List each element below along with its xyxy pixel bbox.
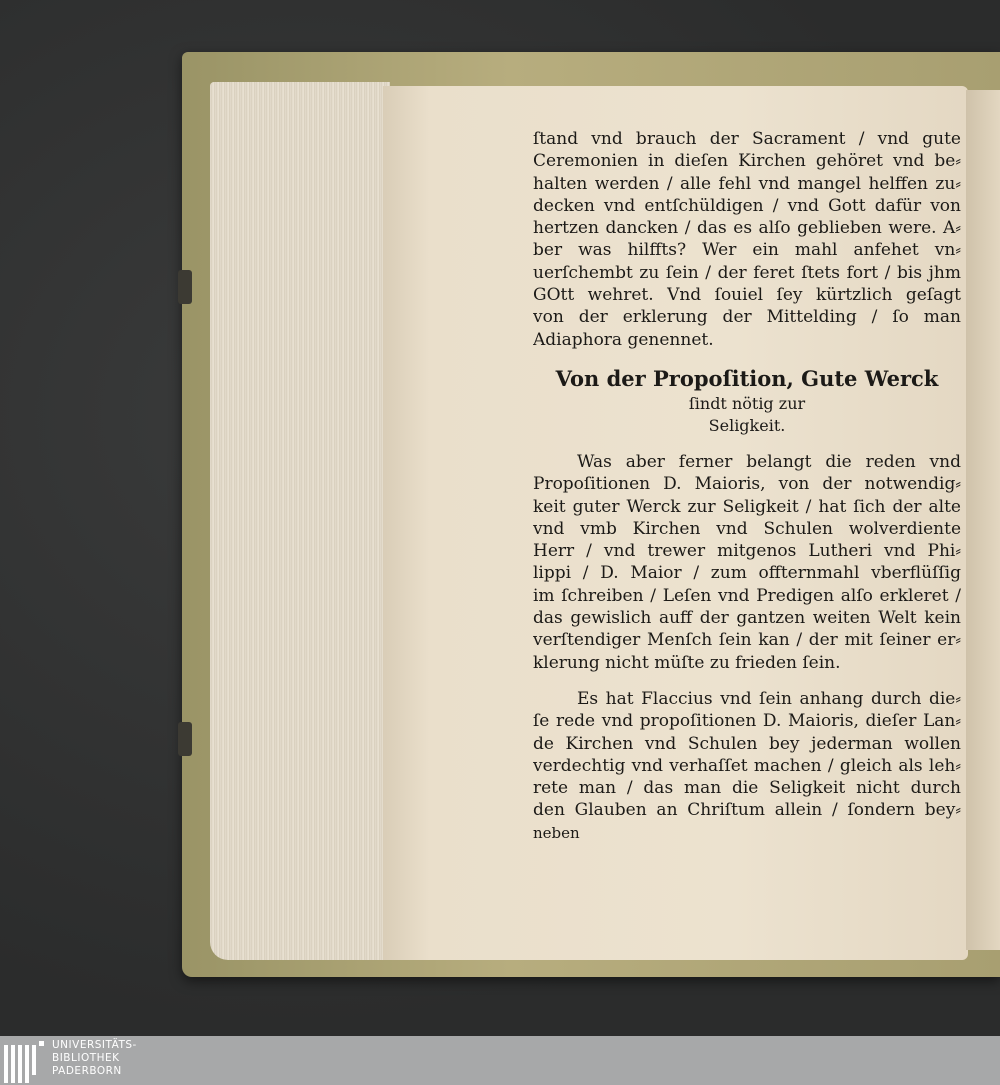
text-line: GOtt wehret. Vnd ſouiel ſey kürtzlich geſagt xyxy=(533,285,961,306)
text-line: halten werden / alle fehl vnd mangel helffen zu⸗ xyxy=(533,173,961,194)
text-line: den Glauben an Chriſtum allein / ſondern bey⸗ xyxy=(533,800,961,821)
catchword: neben xyxy=(533,823,580,842)
text-line: keit guter Werck zur Seligkeit / hat ſich der alte xyxy=(533,496,961,517)
footer-bar xyxy=(0,1036,1000,1085)
page-text xyxy=(533,128,961,844)
clasp-bottom xyxy=(178,722,192,756)
text-line: von der erklerung der Mittelding / ſo man xyxy=(533,307,961,328)
text-line: ſtand vnd brauch der Sacrament / vnd gute xyxy=(533,129,961,149)
page-edges xyxy=(210,82,390,960)
text-line: das gewislich auff der gantzen weiten Welt kein xyxy=(533,608,961,629)
text-line: klerung nicht müſte zu frieden ſein. xyxy=(533,652,841,673)
text-line: de Kirchen vnd Schulen bey jederman wollen xyxy=(533,733,961,754)
section-heading: Von der Propoſition, Gute Werck xyxy=(555,365,939,391)
text-line: Ceremonien in dieſen Kirchen gehöret vnd be⸗ xyxy=(533,151,961,172)
text-line: vnd vmb Kirchen vnd Schulen wolverdiente xyxy=(533,518,961,539)
text-line: im ſchreiben / Leſen vnd Predigen alſo erkleret / xyxy=(533,585,961,606)
text-line: ber was hilffts? Wer ein mahl anfehet vn⸗ xyxy=(533,240,961,261)
text-line: lippi / D. Maior / zum offternmahl vberflüſſig xyxy=(533,563,961,584)
paragraph-1 xyxy=(533,128,961,351)
facing-page-edge xyxy=(966,90,1000,950)
text-line: rete man / das man die Seligkeit nicht durch xyxy=(533,778,961,799)
text-line: Es hat Flaccius vnd ſein anhang durch die⸗ xyxy=(577,688,961,709)
text-line: Adiaphora genennet. xyxy=(533,329,714,350)
text-line: verdechtig vnd verhaſſet machen / gleich als leh⸗ xyxy=(533,755,961,776)
library-name-line: PADERBORN xyxy=(52,1065,122,1077)
text-line: decken vnd entſchüldigen / vnd Gott dafür von xyxy=(533,195,961,216)
section-heading-line: Seligkeit. xyxy=(708,415,786,435)
paragraph-3 xyxy=(533,688,961,844)
library-logo-icon xyxy=(2,1037,46,1083)
text-line: ſe rede vnd propoſitionen D. Maioris, dieſer Lan⸗ xyxy=(533,711,961,732)
section-heading-line: ſindt nötig zur xyxy=(688,393,806,413)
library-name-line: BIBLIOTHEK xyxy=(52,1052,120,1064)
text-line: hertzen dancken / das es alſo geblieben were. A⸗ xyxy=(533,218,961,239)
paragraph-2 xyxy=(533,451,961,674)
library-name xyxy=(52,1039,137,1078)
text-line: uerſchembt zu ſein / der feret ſtets fort / bis jhm xyxy=(533,262,961,283)
text-line: Herr / vnd trewer mitgenos Lutheri vnd Phi⸗ xyxy=(533,541,961,562)
clasp-top xyxy=(178,270,192,304)
text-line: Propoſitionen D. Maioris, von der notwendig⸗ xyxy=(533,474,961,495)
library-name-line: UNIVERSITÄTS- xyxy=(52,1039,137,1051)
text-line: verſtendiger Menſch ſein kan / der mit ſeiner er⸗ xyxy=(533,630,961,651)
text-line: Was aber ferner belangt die reden vnd xyxy=(577,451,961,472)
